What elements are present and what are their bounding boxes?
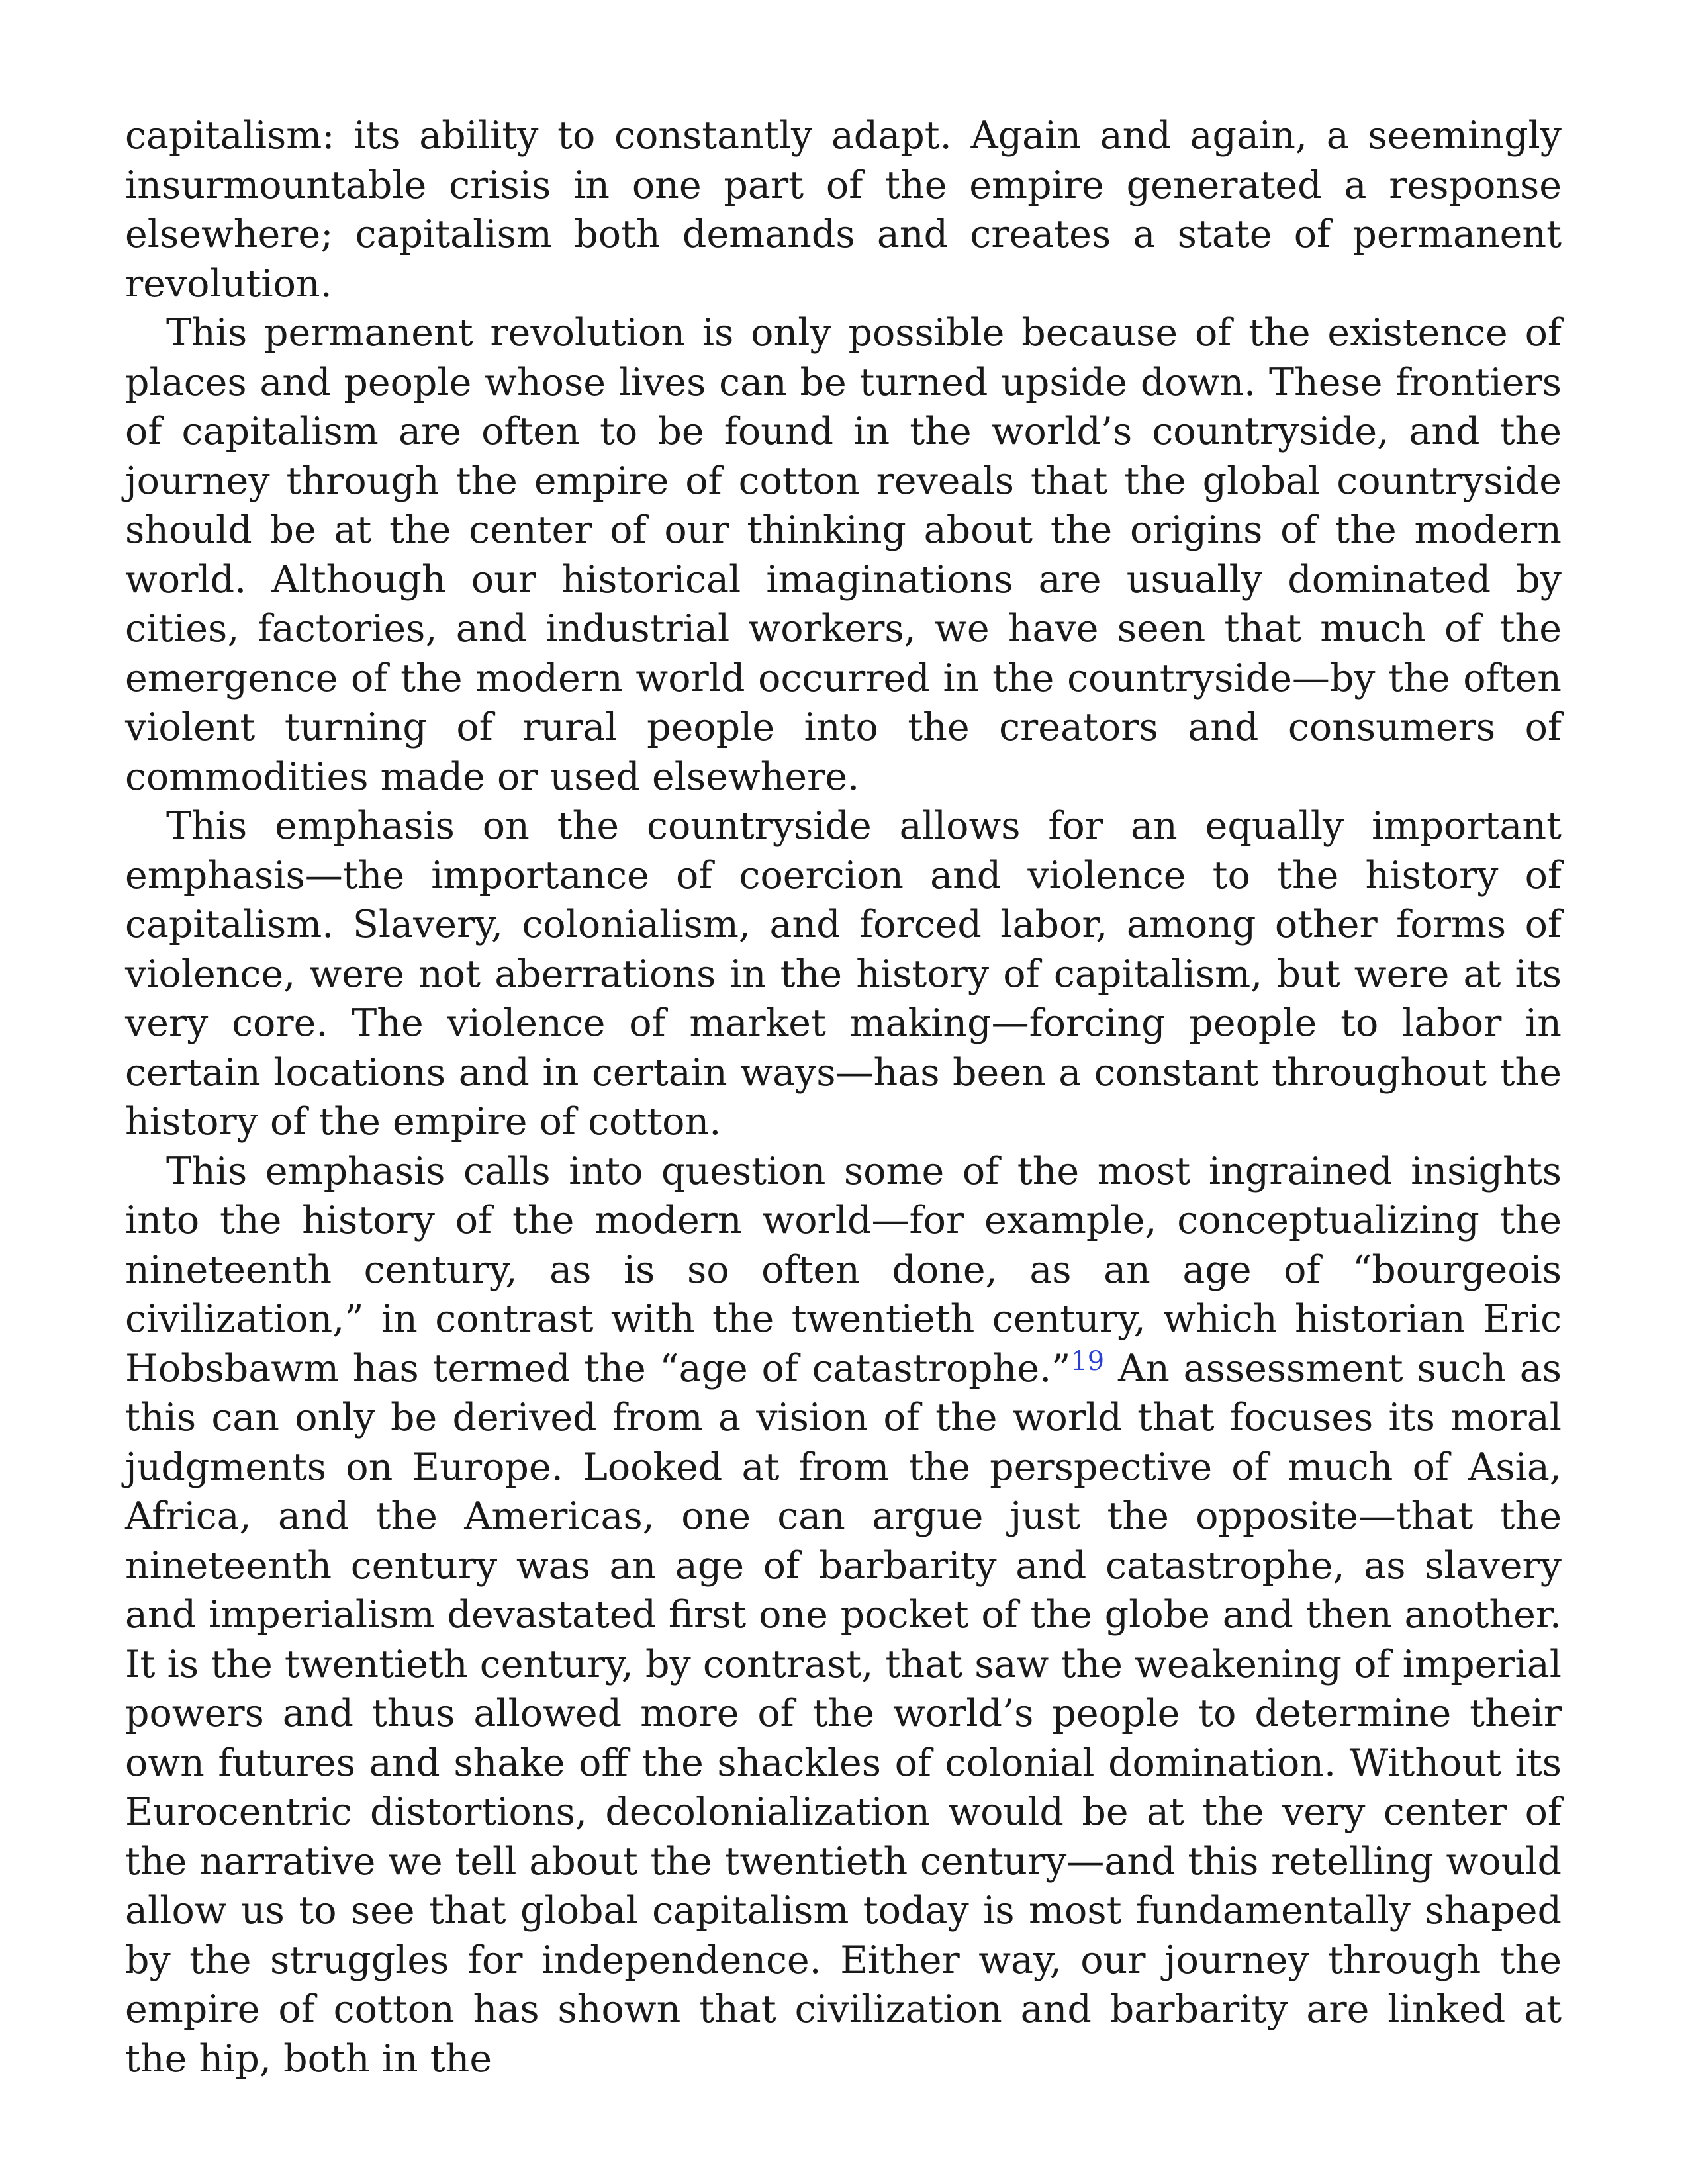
paragraph-3: This emphasis on the countryside allows for an equally important emphasis—the importance of coercion and violence to the history of capitalism. Slavery, colonialism, and forced labor, among other forms of violence, were not aberrations in the history of capitalism, but were at its very core. The violence of market making—forcing people to labor in certain locations and in certain ways—has been a constant throughout the history of the empire of cotton.	[125, 804, 1562, 1144]
paragraph-2: This permanent revolution is only possible because of the existence of places and people whose lives can be turned upside down. These frontiers of capitalism are often to be found in the world’s countryside, and the journey through the empire of cotton reveals that the global countryside should be at the center of our thinking about the origins of the modern world. Although our historical imaginations are usually dominated by cities, factories, and industrial workers, we have seen that much of the emergence of the modern world occurred in the countryside—by the often violent turning of rural people into the creators and consumers of commodities made or used elsewhere.	[125, 311, 1562, 799]
paragraph-1: capitalism: its ability to constantly adapt. Again and again, a seemingly insurmountable crisis in one part of the empire generated a response elsewhere; capitalism both demands and creates a state of permanent revolution.	[125, 114, 1562, 306]
paragraph-4	[125, 1147, 1562, 2084]
page-body	[125, 111, 1562, 2083]
paragraph-4-text-before: This emphasis calls into question some of the most ingrained insights into the history of the modern world—for example, conceptualizing the nineteenth century, as is so often done, as an age of “bourgeois civilization,” in contrast with the twentieth century, which historian Eric Hobsbawm has termed the “age of catastrophe.”	[125, 1149, 1562, 1390]
paragraph-4-text-after: An assessment such as this can only be derived from a vision of the world that focuses its moral judgments on Europe. Looked at from the perspective of much of Asia, Africa, and the Americas, one can argue just the opposite—that the nineteenth century was an age of barbarity and catastrophe, as slavery and imperialism devastated first one pocket of the globe and then another. It is the twentieth century, by contrast, that saw the weakening of imperial powers and thus allowed more of the world’s people to determine their own futures and shake off the shackles of colonial domination. Without its Eurocentric distortions, decolonialization would be at the very center of the narrative we tell about the twentieth century—and this retelling would allow us to see that global capitalism today is most fundamentally shaped by the struggles for independence. Either way, our journey through the empire of cotton has shown that civilization and barbarity are linked at the hip, both in the	[125, 1346, 1562, 2081]
footnote-link[interactable]: 19	[1070, 1345, 1105, 1377]
